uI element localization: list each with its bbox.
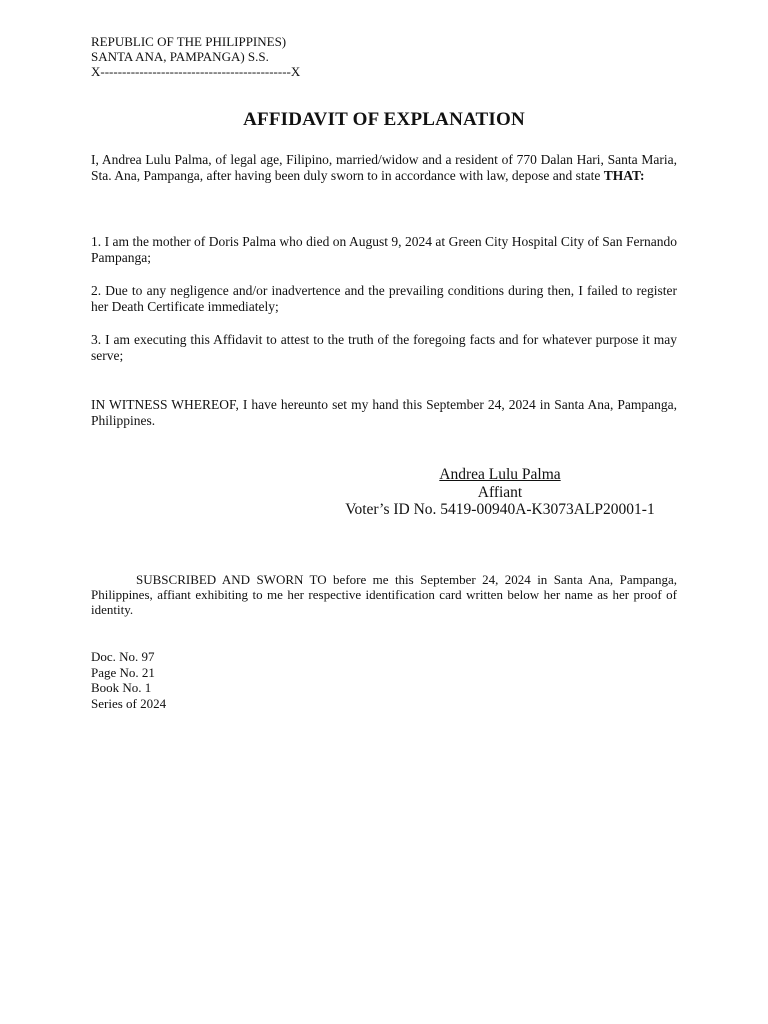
intro-that: THAT: [603, 168, 645, 183]
intro-text: I, Andrea Lulu Palma, of legal age, Filipino, married/widow and a resident of 770 Dalan Hari, Santa Maria, Sta. Ana, Pampanga, after having been duly sworn to in accordance with law, depose and state [91, 152, 677, 183]
voters-id: Voter’s ID No. 5419-00940A-K3073ALP20001-1 [345, 501, 655, 518]
venue-header [91, 34, 300, 79]
document-title: AFFIDAVIT OF EXPLANATION [243, 109, 525, 130]
affiant-name: Andrea Lulu Palma [439, 466, 561, 483]
statement-item-1: 1. I am the mother of Doris Palma who died on August 9, 2024 at Green City Hospital City of San Fernando Pampanga; [91, 234, 677, 265]
series-year: Series of 2024 [91, 695, 167, 711]
notarial-register [91, 649, 166, 711]
venue-line-municipality: SANTA ANA, PAMPANGA) S.S. [91, 49, 269, 64]
venue-separator: X--------------------------------------------X [91, 64, 301, 79]
jurat-paragraph: SUBSCRIBED AND SWORN TO before me this September 24, 2024 in Santa Ana, Pampanga, Philippines, affiant exhibiting to me her respective identification card written below her name as her proof of identity. [91, 572, 677, 617]
signature-role: Affiant [477, 484, 523, 501]
doc-number: Doc. No. 97 [91, 649, 155, 664]
signature-name [300, 466, 700, 484]
book-number: Book No. 1 [91, 680, 152, 695]
page-number: Page No. 21 [91, 664, 155, 680]
witness-paragraph: IN WITNESS WHEREOF, I have hereunto set my hand this September 24, 2024 in Santa Ana, Pampanga, Philippines. [91, 397, 677, 428]
intro-paragraph [91, 152, 677, 184]
statement-item-2: 2. Due to any negligence and/or inadvertence and the prevailing conditions during then, I failed to register her Death Certificate immediately; [91, 283, 677, 314]
venue-line-republic: REPUBLIC OF THE PHILIPPINES) [91, 34, 287, 49]
statement-item-3: 3. I am executing this Affidavit to attest to the truth of the foregoing facts and for whatever purpose it may serve; [91, 332, 677, 363]
